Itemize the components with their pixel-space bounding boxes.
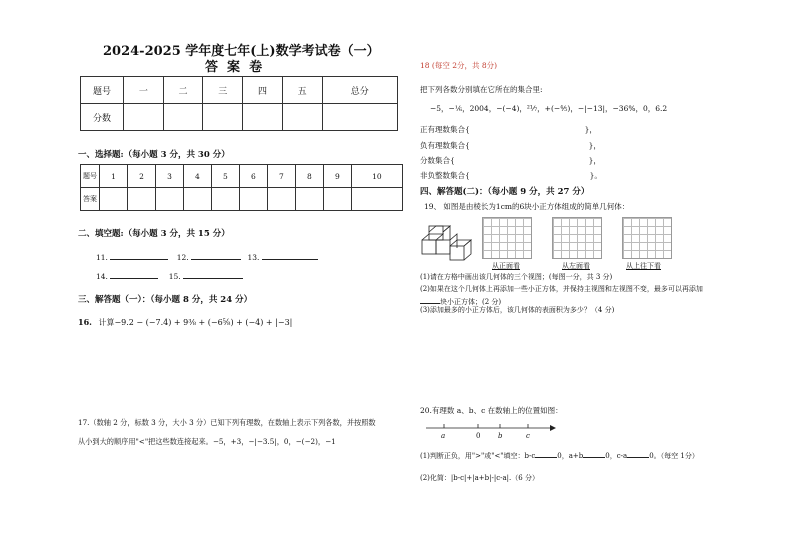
number-line-label-0: 0 <box>476 432 481 440</box>
score-header: 四 <box>243 77 283 104</box>
q16-number: 16. <box>78 317 92 327</box>
left-view-label: 从左面看 <box>562 262 590 270</box>
score-cell[interactable] <box>243 104 283 131</box>
q20-blank-1[interactable] <box>535 449 557 458</box>
q20-part2: (2)化简：|b-c|+|a+b|-|c-a|.（6 分） <box>420 474 539 482</box>
set-fraction-close: }， <box>588 156 601 165</box>
q12-blank[interactable] <box>191 251 241 260</box>
q16-text: 计算−9.2 − (−7.4) + 9⅜ + (−6⅝) + (−4) + |−3| <box>98 318 293 327</box>
q19-part2: (2)如果在这个几何体上再添加一些小正方体，并保持主视图和左视图不变，最多可以再添加 <box>420 285 703 293</box>
q19-part2-blank[interactable] <box>420 295 440 304</box>
cube-figure <box>420 222 478 266</box>
score-header: 题号 <box>81 77 124 104</box>
set-positive <box>420 124 597 135</box>
set-fraction-label: 分数集合{ <box>420 156 455 165</box>
fill-row-2 <box>96 270 243 282</box>
page-title: 2024-2025 学年度七年(上)数学考试卷（一） <box>103 44 380 59</box>
top-view-grid[interactable] <box>622 217 672 259</box>
q20-title: 20.有理数 a、b、c 在数轴上的位置如图： <box>420 406 563 415</box>
choice-answer-cell[interactable] <box>351 188 402 211</box>
number-line-label-c: c <box>526 432 530 440</box>
q11-blank[interactable] <box>110 251 168 260</box>
choice-number: 5 <box>211 165 239 188</box>
set-nonneg-int-label: 非负整数集合{ <box>420 171 470 180</box>
choice-answer-cell[interactable] <box>323 188 351 211</box>
q20-blank-2[interactable] <box>583 449 605 458</box>
score-cell[interactable] <box>322 104 397 131</box>
q19-part3: (3)添加最多的小正方体后，该几何体的表面积为多少？（4 分) <box>420 306 615 314</box>
set-nonneg-int-close: }。 <box>589 171 602 180</box>
section3-title: 三、解答题（一）：（每小题 8 分，共 24 分） <box>78 295 253 305</box>
score-row-label: 分数 <box>81 104 124 131</box>
choice-answer-cell[interactable] <box>183 188 211 211</box>
choice-number: 10 <box>351 165 402 188</box>
choice-number: 3 <box>155 165 183 188</box>
q19-text: 19、 如图是由棱长为1cm的6块小正方体组成的简单几何体： <box>424 202 630 211</box>
q15-blank[interactable] <box>183 270 243 279</box>
q17-text: 17.（数轴 2 分，标数 3 分，大小 3 分）已知下列有理数，在数轴上表示下列各数，并按照数 <box>78 418 376 427</box>
q19-part1: (1)请在方格中画出该几何体的三个视图；(每图一分，共 3 分) <box>420 273 613 281</box>
q18-numbers: −5，−⅙，2004，−(−4)，²¹⁄₇，+(−⁴⁄₅)，−|−13|，−36%，0，6.2 <box>430 104 668 113</box>
choice-table <box>80 164 403 211</box>
set-positive-label: 正有理数集合{ <box>420 125 470 134</box>
q16 <box>78 317 292 328</box>
choice-answer-cell[interactable] <box>100 188 128 211</box>
choice-number: 9 <box>323 165 351 188</box>
choice-number: 6 <box>239 165 267 188</box>
score-cell[interactable] <box>124 104 164 131</box>
section1-title: 一、选择题:（每小题 3 分，共 30 分） <box>78 150 230 160</box>
number-line <box>426 420 558 446</box>
q18-intro: 把下列各数分别填在它所在的集合里: <box>420 85 543 94</box>
q19-part2-suffix: 块小正方体；(2 分) <box>440 298 502 306</box>
q13-label: 13. <box>247 253 260 262</box>
q20-part1-b: 0，a+b <box>557 452 584 460</box>
section4-title: 四、解答题(二)：（每小题 9 分，共 27 分） <box>420 187 590 197</box>
choice-answer-cell[interactable] <box>155 188 183 211</box>
q11-label: 11. <box>96 253 108 262</box>
page-subtitle: 答 案 卷 <box>205 60 263 75</box>
score-cell[interactable] <box>282 104 322 131</box>
front-view-grid[interactable] <box>482 217 532 259</box>
choice-number: 7 <box>267 165 295 188</box>
score-header: 五 <box>282 77 322 104</box>
choice-answer-cell[interactable] <box>239 188 267 211</box>
q20-blank-3[interactable] <box>627 449 649 458</box>
q20-part1-d: 0。（每空 1分） <box>649 452 699 460</box>
section2-title: 二、填空题:（每小题 3 分，共 15 分） <box>78 229 230 239</box>
q14-blank[interactable] <box>110 270 158 279</box>
q20-part1-a: (1)判断正负，用">"或"<"填空：b-c <box>420 452 536 460</box>
choice-number: 8 <box>295 165 323 188</box>
choice-number: 4 <box>183 165 211 188</box>
score-header: 三 <box>203 77 243 104</box>
score-cell[interactable] <box>163 104 203 131</box>
choice-answer-cell[interactable] <box>295 188 323 211</box>
left-view-grid[interactable] <box>552 217 602 259</box>
q18-header: 18 (每空 2分，共 8分) <box>420 61 498 70</box>
q15-label: 15. <box>168 272 181 281</box>
q14-label: 14. <box>96 272 108 281</box>
number-line-label-b: b <box>498 432 503 440</box>
choice-answer-cell[interactable] <box>267 188 295 211</box>
set-nonneg-int <box>420 170 602 181</box>
number-line-label-a: a <box>441 432 446 440</box>
set-fraction <box>420 155 601 166</box>
choice-number: 2 <box>127 165 155 188</box>
score-cell[interactable] <box>203 104 243 131</box>
score-header: 总分 <box>322 77 397 104</box>
fill-row-1 <box>96 251 318 263</box>
q12-label: 12. <box>176 253 189 262</box>
choice-number: 1 <box>100 165 128 188</box>
score-header: 一 <box>124 77 164 104</box>
score-header: 二 <box>163 77 203 104</box>
set-negative-label: 负有理数集合{ <box>420 141 470 150</box>
front-view-label: 从正面看 <box>492 262 520 270</box>
q17-text-line2: 从小到大的顺序用"<"把这些数连接起来。−5，+3，−|−3.5|，0，−(−2)，−1 <box>78 437 336 446</box>
q20-part1 <box>420 449 699 462</box>
q13-blank[interactable] <box>262 251 318 260</box>
set-negative-close: }， <box>588 141 601 150</box>
choice-answer-cell[interactable] <box>211 188 239 211</box>
set-positive-close: }， <box>584 125 597 134</box>
choice-row-label: 题号 <box>81 165 100 188</box>
set-negative <box>420 140 601 151</box>
choice-answer-cell[interactable] <box>127 188 155 211</box>
top-view-label: 从上往下看 <box>626 262 661 270</box>
score-table <box>80 76 398 131</box>
q20-part1-c: 0，c-a <box>605 452 628 460</box>
choice-row-label: 答案 <box>81 188 100 211</box>
